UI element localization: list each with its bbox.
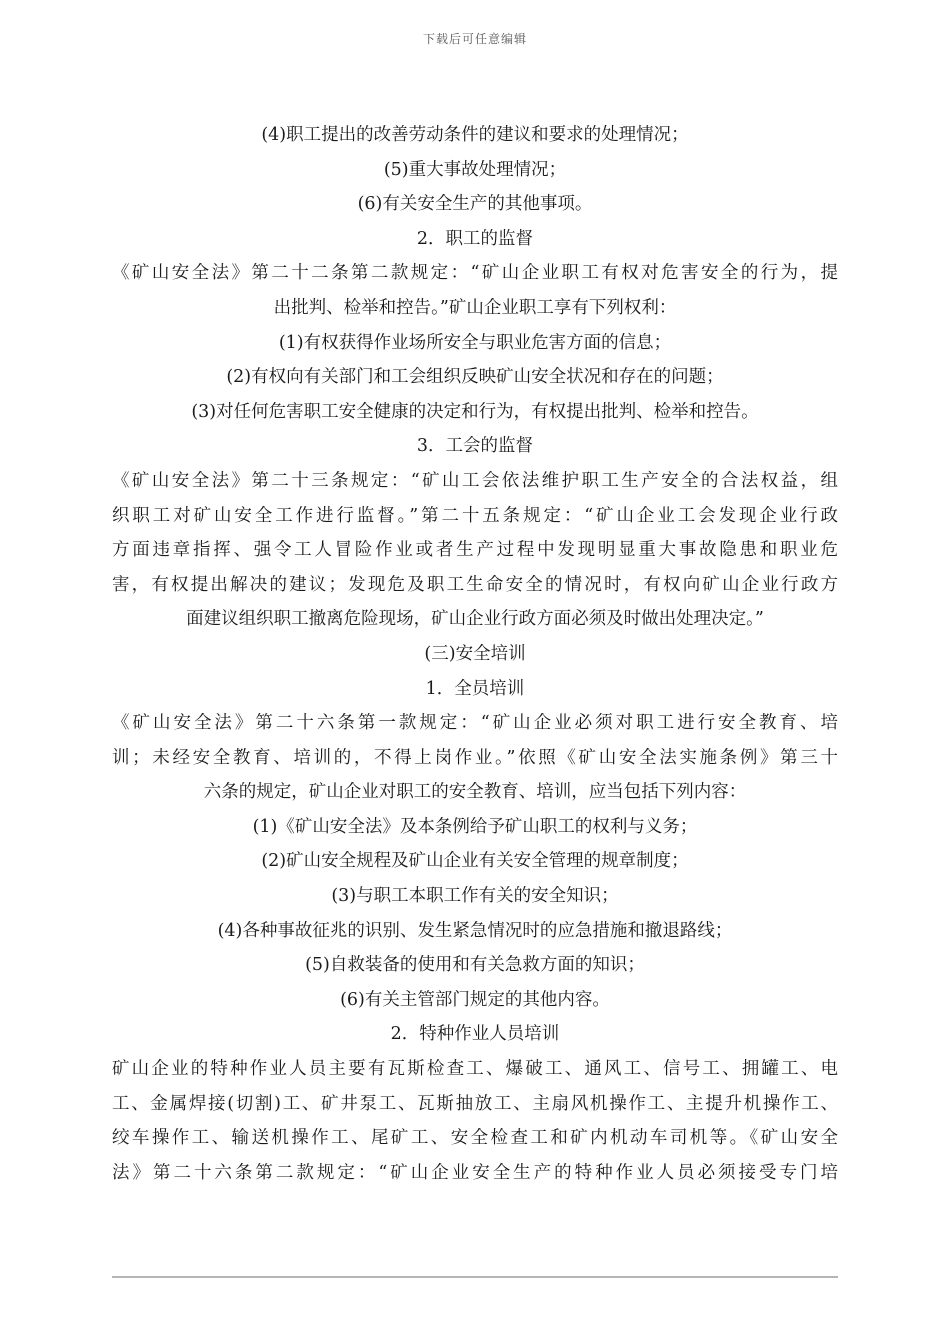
text-line: (三)安全培训 [424, 643, 526, 664]
text-line: (4)职工提出的改善劳动条件的建议和要求的处理情况； [261, 125, 689, 145]
text-line: (1)《矿山安全法》及本条例给予矿山职工的权利与义务； [252, 816, 698, 837]
text-line: (6)有关安全生产的其他事项。 [357, 194, 593, 215]
text-line: 织职工对矿山安全工作进行监督。”第二十五条规定：“矿山企业工会发现企业行政 [112, 505, 838, 526]
text-line: 训；未经安全教育、培训的，不得上岗作业。”依照《矿山安全法实施条例》第三十 [112, 747, 838, 768]
text-line: 《矿山安全法》第二十六条第一款规定：“矿山企业必须对职工进行安全教育、培 [112, 713, 838, 734]
document-body [112, 118, 838, 1190]
text-line: 法》第二十六条第二款规定：“矿山企业安全生产的特种作业人员必须接受专门培 [112, 1162, 838, 1183]
text-line: (3)对任何危害职工安全健康的决定和行为，有权提出批判、检举和控告。 [191, 401, 759, 422]
text-line: 害，有权提出解决的建议；发现危及职工生命安全的情况时，有权向矿山企业行政方 [112, 574, 838, 595]
text-line: (5)重大事故处理情况； [383, 159, 567, 180]
text-line: (6)有关主管部门规定的其他内容。 [340, 989, 610, 1010]
text-line: 出批判、检举和控告。”矿山企业职工享有下列权利： [273, 297, 677, 318]
text-line: (2)有权向有关部门和工会组织反映矿山安全状况和存在的问题； [226, 367, 724, 388]
text-line: 方面违章指挥、强令工人冒险作业或者生产过程中发现明显重大事故隐患和职业危 [112, 540, 838, 561]
text-line: 六条的规定，矿山企业对职工的安全教育、培训，应当包括下列内容： [203, 782, 747, 803]
text-line: (2)矿山安全规程及矿山企业有关安全管理的规章制度； [261, 851, 689, 872]
text-line: 3．工会的监督 [416, 436, 534, 457]
text-line: 绞车操作工、输送机操作工、尾矿工、安全检查工和矿内机动车司机等。《矿山安全 [112, 1128, 838, 1149]
text-line: 《矿山安全法》第二十三条规定：“矿山工会依法维护职工生产安全的合法权益，组 [112, 470, 838, 491]
text-line: 2．特种作业人员培训 [390, 1024, 560, 1045]
text-line: (4)各种事故征兆的识别、发生紧急情况时的应急措施和撤退路线； [217, 920, 733, 941]
text-line: 面建议组织职工撤离危险现场，矿山企业行政方面必须及时做出处理决定。” [186, 609, 764, 630]
footer-divider [112, 1276, 838, 1278]
text-line: 《矿山安全法》第二十二条第二款规定：“矿山企业职工有权对危害安全的行为，提 [112, 263, 838, 284]
text-line: 矿山企业的特种作业人员主要有瓦斯检查工、爆破工、通风工、信号工、拥罐工、电 [112, 1059, 838, 1080]
text-line: (5)自救装备的使用和有关急救方面的知识； [305, 955, 645, 976]
text-line: 2．职工的监督 [416, 228, 534, 249]
text-line: 工、金属焊接(切割)工、矿井泵工、瓦斯抽放工、主扇风机操作工、主提升机操作工、 [112, 1093, 838, 1114]
text-line: (3)与职工本职工作有关的安全知识； [331, 886, 619, 907]
text-line: 1．全员培训 [425, 678, 525, 699]
text-line: (1)有权获得作业场所安全与职业危害方面的信息； [278, 332, 672, 353]
page-header-note: 下载后可任意编辑 [422, 32, 527, 46]
